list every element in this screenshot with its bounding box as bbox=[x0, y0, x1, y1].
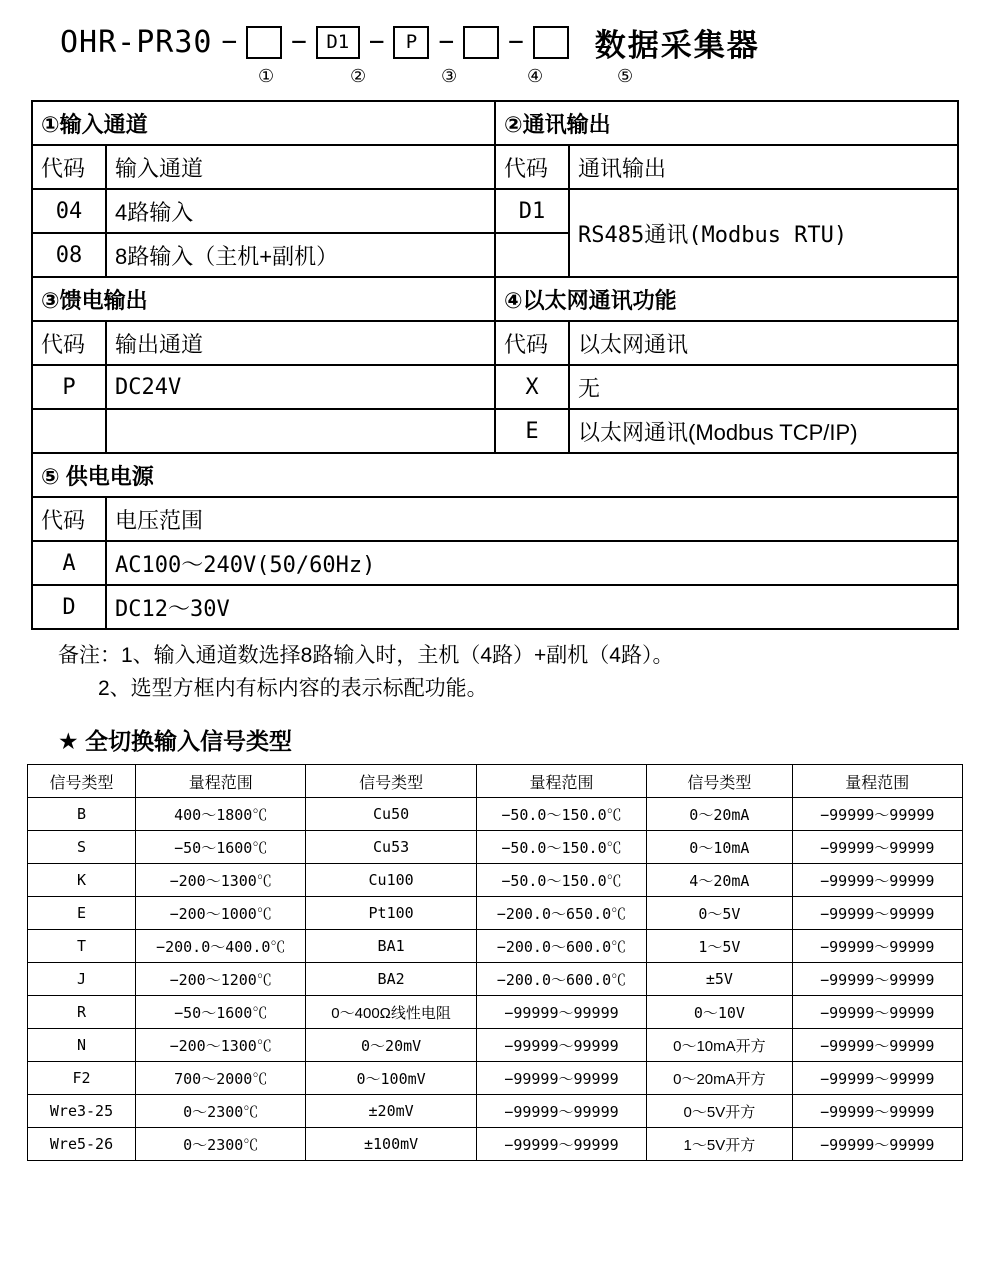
dash-3: − bbox=[368, 27, 385, 57]
cell: ±5V bbox=[647, 963, 792, 996]
note-line-1: 备注：1、输入通道数选择8路输入时，主机（4路）+副机（4路）。 bbox=[58, 644, 674, 667]
table-row bbox=[28, 1029, 963, 1062]
section-2-header: ②通讯输出 bbox=[495, 101, 958, 145]
cell: −99999～99999 bbox=[792, 798, 962, 831]
section-1-row-0-desc: 4路输入 bbox=[106, 189, 495, 233]
model-code-row bbox=[0, 0, 990, 66]
dash-5: − bbox=[508, 27, 524, 57]
cell: N bbox=[28, 1029, 136, 1062]
signal-col-header-5: 量程范围 bbox=[792, 765, 962, 798]
cell: −200～1200℃ bbox=[136, 963, 306, 996]
model-slot-3[interactable]: P bbox=[393, 26, 429, 59]
table-row bbox=[28, 897, 963, 930]
section-1-header: ①输入通道 bbox=[32, 101, 495, 145]
section-4-col-code: 代码 bbox=[495, 321, 569, 365]
table-row bbox=[32, 541, 958, 585]
note-line-2: 2、选型方框内有标内容的表示标配功能。 bbox=[98, 676, 488, 700]
table-row bbox=[32, 101, 958, 145]
product-title: 数据采集器 bbox=[594, 27, 760, 63]
section-5-row-1-desc: DC12～30V bbox=[106, 585, 958, 629]
cell: 0～100mV bbox=[306, 1062, 476, 1095]
cell: R bbox=[28, 996, 136, 1029]
table-row bbox=[28, 1128, 963, 1161]
signal-col-header-3: 量程范围 bbox=[476, 765, 646, 798]
cell: −50～1600℃ bbox=[136, 996, 306, 1029]
cell: −200～1300℃ bbox=[136, 1029, 306, 1062]
model-slot-4[interactable] bbox=[463, 26, 499, 59]
cell: S bbox=[28, 831, 136, 864]
section-3-row-0-code: P bbox=[32, 365, 106, 409]
cell: 0～20mA bbox=[647, 798, 792, 831]
section-2-row-0-desc: RS485通讯(Modbus RTU) bbox=[569, 189, 958, 277]
cell: F2 bbox=[28, 1062, 136, 1095]
model-slot-5[interactable] bbox=[533, 26, 569, 59]
cell: −99999～99999 bbox=[792, 897, 962, 930]
cell: 0～5V bbox=[647, 897, 792, 930]
table-row bbox=[28, 930, 963, 963]
cell: −99999～99999 bbox=[792, 1062, 962, 1095]
cell: 0～20mV bbox=[306, 1029, 476, 1062]
table-row bbox=[28, 996, 963, 1029]
cell: −99999～99999 bbox=[792, 996, 962, 1029]
cell: −99999～99999 bbox=[792, 1029, 962, 1062]
cell: −99999～99999 bbox=[792, 1128, 962, 1161]
cell: BA2 bbox=[306, 963, 476, 996]
notes-block bbox=[0, 640, 990, 705]
cell: 0～400Ω线性电阻 bbox=[306, 996, 476, 1029]
signal-section-heading: ★ 全切换输入信号类型 bbox=[58, 728, 293, 755]
signal-type-table bbox=[27, 764, 963, 1161]
cell: −50.0～150.0℃ bbox=[476, 831, 646, 864]
section-1-col-code: 代码 bbox=[32, 145, 106, 189]
cell: 700～2000℃ bbox=[136, 1062, 306, 1095]
table-row bbox=[32, 585, 958, 629]
cell: −99999～99999 bbox=[476, 996, 646, 1029]
dash-4: − bbox=[438, 27, 455, 57]
section-5-row-0-desc: AC100～240V(50/60Hz) bbox=[106, 541, 958, 585]
section-5-header: ⑤ 供电电源 bbox=[32, 453, 958, 497]
section-4-row-1-code: E bbox=[495, 409, 569, 453]
cell: −200.0～650.0℃ bbox=[476, 897, 646, 930]
cell: T bbox=[28, 930, 136, 963]
cell: Wre5-26 bbox=[28, 1128, 136, 1161]
slot-index-5: ⑤ bbox=[617, 66, 634, 86]
section-3-filler-code bbox=[32, 409, 106, 453]
table-row bbox=[28, 1095, 963, 1128]
section-3-row-0-desc: DC24V bbox=[106, 365, 495, 409]
slot-index-4: ④ bbox=[527, 66, 544, 86]
section-5-col-name: 电压范围 bbox=[106, 497, 958, 541]
table-row bbox=[28, 864, 963, 897]
model-prefix: OHR-PR30 bbox=[60, 24, 213, 60]
section-3-col-code: 代码 bbox=[32, 321, 106, 365]
section-2-col-name: 通讯输出 bbox=[569, 145, 958, 189]
signal-col-header-4: 信号类型 bbox=[647, 765, 792, 798]
cell: 0～10mA开方 bbox=[647, 1029, 792, 1062]
signal-col-header-0: 信号类型 bbox=[28, 765, 136, 798]
cell: ±20mV bbox=[306, 1095, 476, 1128]
cell: J bbox=[28, 963, 136, 996]
model-slot-indices bbox=[0, 66, 990, 94]
cell: 4～20mA bbox=[647, 864, 792, 897]
cell: 0～10V bbox=[647, 996, 792, 1029]
table-row bbox=[32, 321, 958, 365]
cell: −50～1600℃ bbox=[136, 831, 306, 864]
section-4-row-0-code: X bbox=[495, 365, 569, 409]
section-4-row-1-desc: 以太网通讯(Modbus TCP/IP) bbox=[569, 409, 958, 453]
selection-table bbox=[31, 100, 959, 630]
cell: BA1 bbox=[306, 930, 476, 963]
cell: 0～5V开方 bbox=[647, 1095, 792, 1128]
table-row bbox=[28, 1062, 963, 1095]
section-5-col-code: 代码 bbox=[32, 497, 106, 541]
model-slot-1[interactable] bbox=[246, 26, 282, 59]
cell: 0～2300℃ bbox=[136, 1128, 306, 1161]
cell: 1～5V开方 bbox=[647, 1128, 792, 1161]
section-4-header: ④以太网通讯功能 bbox=[495, 277, 958, 321]
cell: −99999～99999 bbox=[792, 930, 962, 963]
cell: −99999～99999 bbox=[792, 1095, 962, 1128]
table-row bbox=[32, 277, 958, 321]
cell: 0～2300℃ bbox=[136, 1095, 306, 1128]
cell: 0～20mA开方 bbox=[647, 1062, 792, 1095]
cell: −99999～99999 bbox=[792, 864, 962, 897]
table-row bbox=[28, 963, 963, 996]
table-row bbox=[32, 497, 958, 541]
cell: Pt100 bbox=[306, 897, 476, 930]
section-2-row-0-code: D1 bbox=[495, 189, 569, 233]
cell: −99999～99999 bbox=[792, 831, 962, 864]
cell: −99999～99999 bbox=[476, 1128, 646, 1161]
section-1-row-0-code: 04 bbox=[32, 189, 106, 233]
cell: E bbox=[28, 897, 136, 930]
table-header-row bbox=[28, 765, 963, 798]
cell: −99999～99999 bbox=[792, 963, 962, 996]
table-row bbox=[28, 798, 963, 831]
section-4-row-0-desc: 无 bbox=[569, 365, 958, 409]
cell: Cu53 bbox=[306, 831, 476, 864]
slot-index-2: ② bbox=[350, 66, 367, 86]
slot-index-1: ① bbox=[258, 66, 275, 86]
table-row bbox=[32, 189, 958, 233]
dash-2: − bbox=[291, 27, 307, 57]
section-3-col-name: 输出通道 bbox=[106, 321, 495, 365]
model-slot-2[interactable]: D1 bbox=[316, 26, 360, 59]
signal-col-header-1: 量程范围 bbox=[136, 765, 306, 798]
cell: −50.0～150.0℃ bbox=[476, 798, 646, 831]
table-row bbox=[32, 365, 958, 409]
cell: −200～1300℃ bbox=[136, 864, 306, 897]
cell: Wre3-25 bbox=[28, 1095, 136, 1128]
cell: −99999～99999 bbox=[476, 1062, 646, 1095]
section-1-row-1-code: 08 bbox=[32, 233, 106, 277]
slot-index-3: ③ bbox=[441, 66, 458, 86]
section-4-col-name: 以太网通讯 bbox=[569, 321, 958, 365]
section-3-filler-desc bbox=[106, 409, 495, 453]
cell: B bbox=[28, 798, 136, 831]
section-3-header: ③馈电输出 bbox=[32, 277, 495, 321]
cell: −200～1000℃ bbox=[136, 897, 306, 930]
cell: −200.0～600.0℃ bbox=[476, 963, 646, 996]
signal-col-header-2: 信号类型 bbox=[306, 765, 476, 798]
cell: 400～1800℃ bbox=[136, 798, 306, 831]
cell: K bbox=[28, 864, 136, 897]
cell: 1～5V bbox=[647, 930, 792, 963]
table-row bbox=[28, 831, 963, 864]
table-row bbox=[32, 453, 958, 497]
cell: Cu50 bbox=[306, 798, 476, 831]
section-2-col-code: 代码 bbox=[495, 145, 569, 189]
section-2-filler-code bbox=[495, 233, 569, 277]
cell: −99999～99999 bbox=[476, 1095, 646, 1128]
section-1-col-name: 输入通道 bbox=[106, 145, 495, 189]
table-row bbox=[32, 409, 958, 453]
table-row bbox=[32, 145, 958, 189]
section-1-row-1-desc: 8路输入（主机+副机） bbox=[106, 233, 495, 277]
section-5-row-1-code: D bbox=[32, 585, 106, 629]
cell: −99999～99999 bbox=[476, 1029, 646, 1062]
cell: ±100mV bbox=[306, 1128, 476, 1161]
dash-1: − bbox=[221, 27, 238, 57]
cell: −50.0～150.0℃ bbox=[476, 864, 646, 897]
cell: −200.0～400.0℃ bbox=[136, 930, 306, 963]
cell: 0～10mA bbox=[647, 831, 792, 864]
cell: Cu100 bbox=[306, 864, 476, 897]
cell: −200.0～600.0℃ bbox=[476, 930, 646, 963]
section-5-row-0-code: A bbox=[32, 541, 106, 585]
